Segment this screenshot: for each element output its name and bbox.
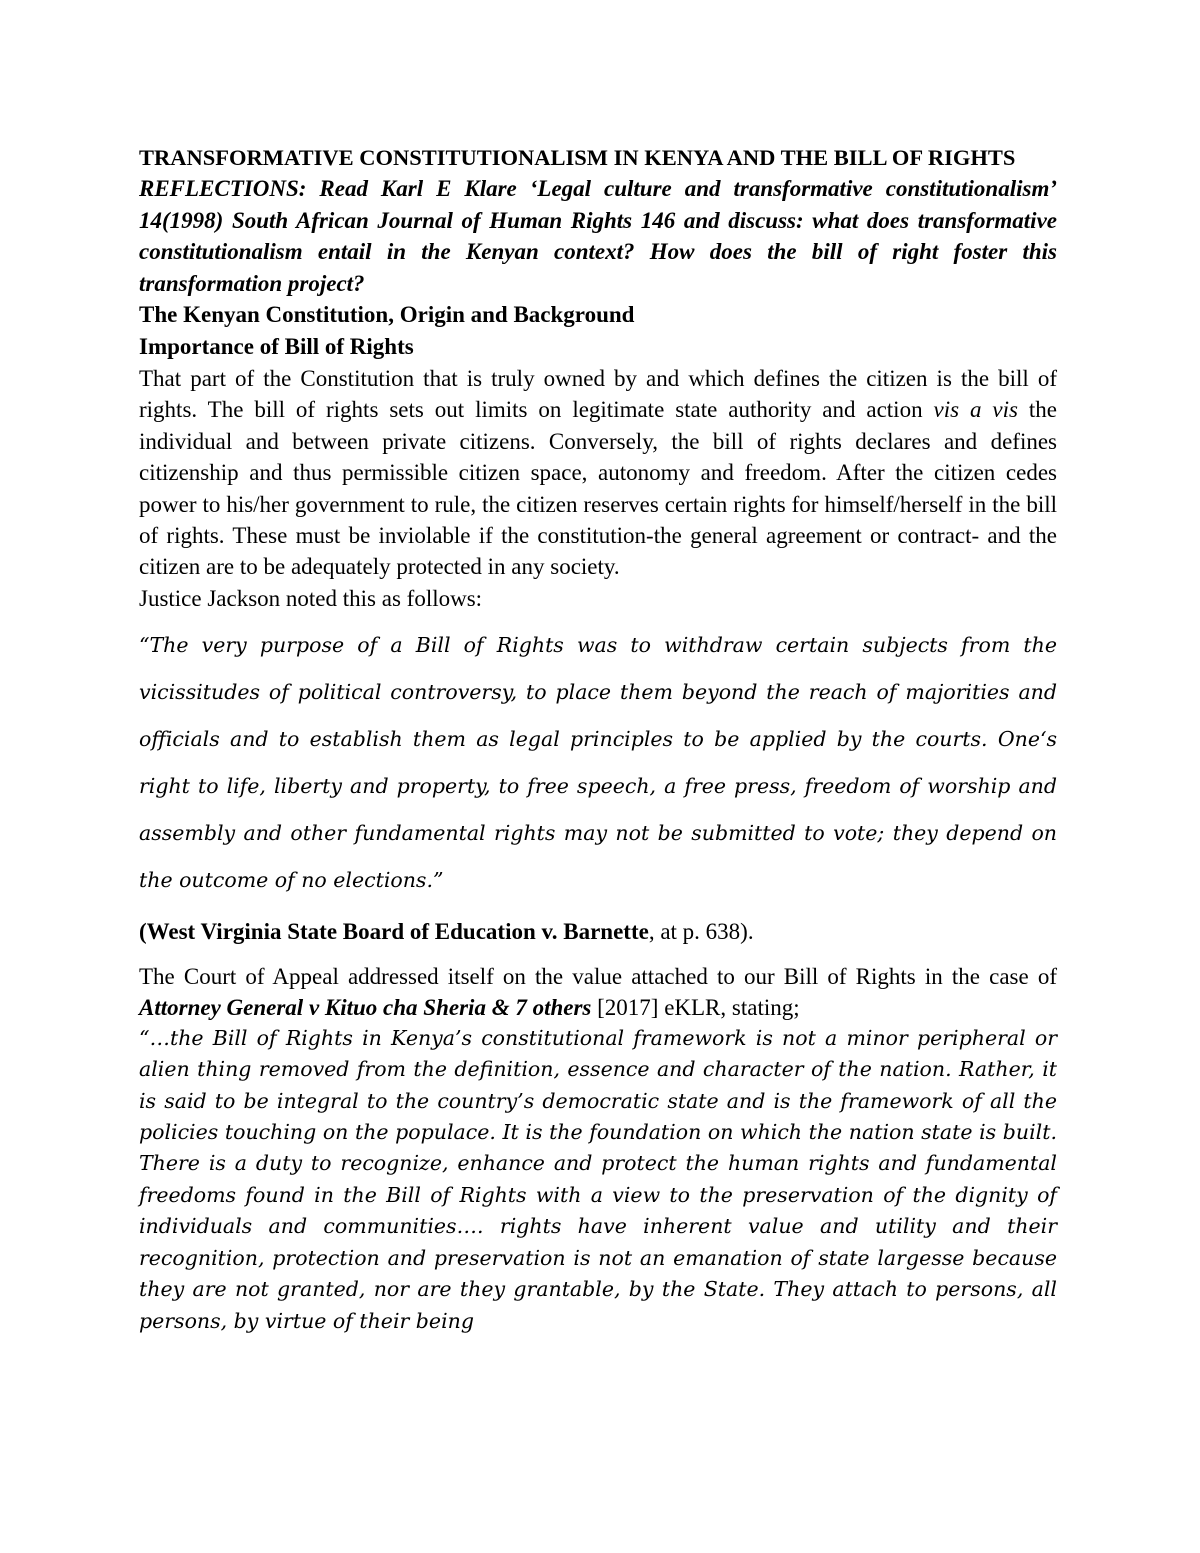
citation-page: , at p. 638). [648, 918, 754, 944]
document-title: TRANSFORMATIVE CONSTITUTIONALISM IN KENYA AND THE BILL OF RIGHTS [139, 145, 1016, 170]
case-citation [139, 916, 1057, 947]
jackson-intro: Justice Jackson noted this as follows: [139, 585, 483, 611]
paragraph-text-2: the individual and between private citizens. Conversely, the bill of rights declares and defines citizenship and thus permissible citizen space, autonomy and freedom. After the citizen cedes power to his/her government to rule, the citizen reserves certain rights for himself/herself in the bill of rights. These must be inviolable if the constitution-the general agreement or contract- and the citizen are to be adequately protected in any society. [139, 397, 1057, 580]
reflections-prompt: REFLECTIONS: Read Karl E Klare ‘Legal culture and transformative constitutionalism’ 14(1998) South African Journal of Human Rights 146 and discuss: what does transformative constitutionalism entail in the Kenyan context? How does the bill of right foster this transformation project? [139, 176, 1057, 296]
citation-case-name: (West Virginia State Board of Education v. Barnette [139, 918, 649, 944]
heading-origin: The Kenyan Constitution, Origin and Background [139, 302, 635, 327]
heading-importance: Importance of Bill of Rights [139, 334, 414, 359]
jackson-quote: “The very purpose of a Bill of Rights was to withdraw certain subjects from the vicissitudes of political controversy, to place them beyond the reach of majorities and officials and to establish them as legal principles to be applied by the courts. One‘s right to life, liberty and property, to free speech, a free press, freedom of worship and assembly and other fundamental rights may not be submitted to vote; they depend on the outcome of no elections.” [139, 632, 1057, 892]
paragraph-italic-phrase: vis a vis [933, 397, 1018, 423]
court-of-appeal-paragraph [139, 961, 1057, 1023]
document-body [139, 142, 1057, 1337]
court-quote: “…the Bill of Rights in Kenya’s constitutional framework is not a minor peripheral or alien thing removed from the definition, essence and character of the nation. Rather, it is said to be integral to the country’s democratic state and is the framework of all the policies touching on the populace. It is the foundation on which the nation state is built. There is a duty to recognize, enhance and protect the human rights and fundamental freedoms found in the Bill of Rights with a view to the preservation of the dignity of individuals and communities…. rights have inherent value and utility and their recognition, protection and preservation is not an emanation of state largesse because they are not granted, nor are they grantable, by the State. They attach to persons, all persons, by virtue of their being [139, 1025, 1057, 1333]
bill-of-rights-paragraph [139, 363, 1057, 583]
court-para-text-1: The Court of Appeal addressed itself on the value attached to our Bill of Rights in the case of [139, 963, 1057, 989]
paragraph-text-1: That part of the Constitution that is truly owned by and which defines the citizen is the bill of rights. The bill of rights sets out limits on legitimate state authority and action [139, 366, 1057, 423]
court-para-text-2: [2017] eKLR, stating; [591, 994, 800, 1020]
court-case-name: Attorney General v Kituo cha Sheria & 7 others [139, 994, 592, 1020]
